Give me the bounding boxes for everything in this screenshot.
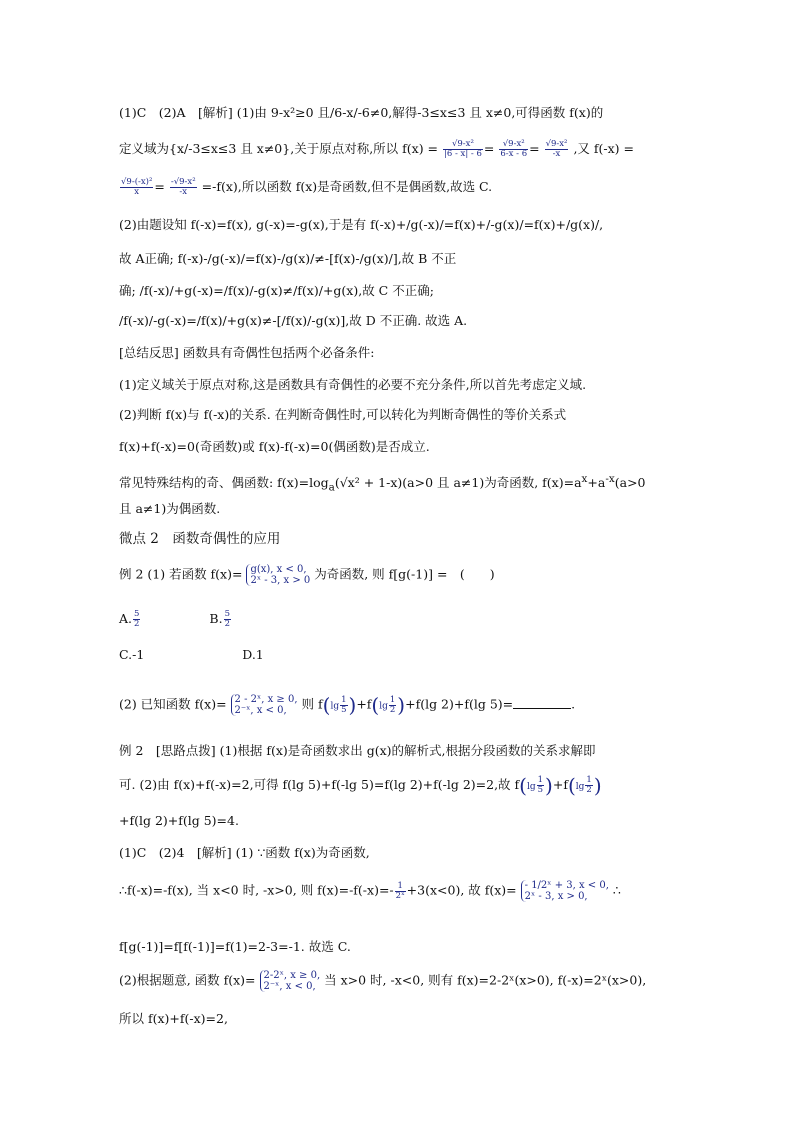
text: +f bbox=[356, 696, 372, 712]
text: +f bbox=[552, 777, 568, 792]
piecewise-function: g(x), x < 0, 2ˣ - 3, x > 0 bbox=[246, 564, 310, 586]
text: lg bbox=[379, 701, 388, 712]
answer-line-5: 所以 f(x)+f(-x)=2, bbox=[119, 1011, 228, 1026]
fraction: $\frac{\text{√9-x²}}{-x}$ bbox=[545, 139, 568, 159]
fraction: $\frac{\text{√9-x²}}{|6 - x| - 6}$ bbox=[444, 139, 482, 159]
text: ∴f(-x)=-f(x), 当 x<0 时, -x>0, 则 f(x)=-f(-x)=- bbox=[119, 882, 394, 898]
text: lg bbox=[330, 701, 340, 712]
text: (√x² + 1-x)(a>0 且 a≠1)为奇函数, f(x)=a bbox=[334, 475, 582, 491]
fraction: $\frac{1}{5}$ bbox=[341, 694, 347, 715]
summary-point-2: (2)判断 f(x)与 f(-x)的关系. 在判断奇偶性时,可以转化为判断奇偶性的等价关系式 bbox=[119, 407, 567, 422]
text: 可. (2)由 f(x)+f(-x)=2,可得 f(lg 5)+f(-lg 5)=f(lg 2)+f(-lg 2)=2,故 f bbox=[119, 777, 520, 792]
solution-line-6: 确; /f(-x)/+g(-x)=/f(x)/-g(x)≠/f(x)/+g(x),故 C 不正确; bbox=[119, 283, 434, 298]
hint-line-1: 例 2 [思路点拨] (1)根据 f(x)是奇函数求出 g(x)的解析式,根据分段函数的关系求解即 bbox=[119, 743, 596, 758]
text: . bbox=[571, 696, 576, 712]
hint-line-2: 可. (2)由 f(x)+f(-x)=2,可得 f(lg 5)+f(-lg 5)=f(lg 2)+f(-lg 2)=2,故 f(lg $\frac{1}{5}$ )+f(lg $\frac{1}{2}$ ) bbox=[119, 773, 602, 798]
piecewise-function: - 1/2ˣ + 3, x < 0, 2ˣ - 3, x > 0, bbox=[521, 880, 609, 902]
subscript: a bbox=[328, 481, 335, 494]
answer-blank bbox=[513, 696, 571, 709]
text: 例 2 (1) 若函数 f(x)= bbox=[119, 566, 243, 582]
text: (2)根据题意, 函数 f(x)= bbox=[119, 972, 256, 988]
section-heading: 微点 2 函数奇偶性的应用 bbox=[119, 531, 281, 547]
fraction: $\frac{1}{2}$ bbox=[389, 694, 396, 715]
summary-special-functions bbox=[119, 470, 646, 497]
solution-line-7: /f(-x)/-g(-x)=/f(x)/+g(x)≠-[/f(x)/-g(x)],故 D 不正确. 故选 A. bbox=[119, 313, 468, 328]
options-row-1 bbox=[119, 610, 232, 629]
text: +3(x<0), 故 f(x)= bbox=[406, 882, 517, 898]
fraction: $\frac{1}{5}$ bbox=[537, 775, 544, 795]
text: =-f(x),所以函数 f(x)是奇函数,但不是偶函数,故选 C. bbox=[201, 179, 493, 194]
text: ∴ bbox=[612, 882, 621, 898]
text: (2) 已知函数 f(x)= bbox=[119, 696, 227, 712]
text: lg bbox=[526, 782, 536, 792]
text: +f(lg 2)+f(lg 5)= bbox=[405, 696, 514, 712]
option-d: D.1 bbox=[242, 647, 264, 662]
text: 常见特殊结构的奇、偶函数: f(x)=log bbox=[119, 475, 329, 491]
option-c: C.-1 bbox=[119, 647, 145, 662]
text: 当 x>0 时, -x<0, 则有 f(x)=2-2ˣ(x>0), f(-x)=2ˣ(x>0), bbox=[324, 972, 647, 988]
text: 为奇函数, 则 f[g(-1)] = ( ) bbox=[314, 566, 495, 582]
option-b: B. bbox=[209, 611, 223, 626]
piecewise-function: 2 - 2ˣ, x ≥ 0, 2⁻ˣ, x < 0, bbox=[231, 694, 298, 716]
text: lg bbox=[575, 782, 585, 792]
fraction: $\frac{1}{\text{2ˣ}}$ bbox=[395, 880, 405, 901]
fraction: $\frac{\text{√9-(-x)²}}{x}$ bbox=[121, 177, 153, 197]
summary-special-functions-cont: 且 a≠1)为偶函数. bbox=[119, 501, 221, 516]
text: 定义域为{x/-3≤x≤3 且 x≠0},关于原点对称,所以 f(x) = bbox=[119, 141, 439, 156]
solution-line-2: 定义域为{x/-3≤x≤3 且 x≠0},关于原点对称,所以 f(x) = $\frac{\text{√9-x²}}{|6 - x| - 6}$ = $\frac{\text{√9-x²}}{6-x - 6}$ = $\frac{\text{√9-x²}}{-x}$ ,又 f(-x) = bbox=[119, 139, 635, 159]
summary-point-2-formula: f(x)+f(-x)=0(奇函数)或 f(x)-f(-x)=0(偶函数)是否成立. bbox=[119, 439, 430, 454]
solution-line-1: (1)C (2)A [解析] (1)由 9-x²≥0 且/6-x/-6≠0,解得-3≤x≤3 且 x≠0,可得函数 f(x)的 bbox=[119, 105, 604, 120]
fraction: $\frac{1}{2}$ bbox=[586, 775, 592, 795]
example-2-question-2: (2) 已知函数 f(x)= 2 - 2ˣ, x ≥ 0, 2⁻ˣ, x < 0, 则 f(lg $\frac{1}{5}$ )+f(lg $\frac{1}{2}$ )+f(lg 2)+f(lg 5)= . bbox=[119, 693, 576, 717]
answer-line-1: (1)C (2)4 [解析] (1) ∵函数 f(x)为奇函数, bbox=[119, 845, 370, 860]
solution-line-5: 故 A正确; f(-x)-/g(-x)/=f(x)-/g(x)/≠-[f(x)-/g(x)/],故 B 不正 bbox=[119, 251, 457, 266]
option-a: A. bbox=[119, 611, 133, 626]
hint-line-3: +f(lg 2)+f(lg 5)=4. bbox=[119, 813, 239, 828]
fraction: $\frac{5}{2}$ bbox=[134, 609, 140, 629]
example-2-question-1 bbox=[119, 564, 495, 586]
summary-point-1: (1)定义域关于原点对称,这是函数具有奇偶性的必要不充分条件,所以首先考虑定义域. bbox=[119, 377, 587, 392]
options-row-2 bbox=[119, 646, 264, 664]
fraction: $\frac{\text{-√9-x²}}{-x}$ bbox=[170, 177, 196, 197]
solution-line-4: (2)由题设知 f(-x)=f(x), g(-x)=-g(x),于是有 f(-x)+/g(-x)/=f(x)+/-g(x)/=f(x)+/g(x)/, bbox=[119, 217, 604, 232]
fraction: $\frac{5}{2}$ bbox=[224, 609, 230, 629]
text: (a>0 bbox=[614, 475, 646, 491]
answer-line-3: f[g(-1)]=f[f(-1)]=f(1)=2-3=-1. 故选 C. bbox=[119, 939, 351, 954]
superscript: -x bbox=[605, 473, 615, 485]
text: ,又 f(-x) = bbox=[573, 141, 635, 156]
answer-line-2 bbox=[119, 880, 621, 902]
fraction: $\frac{\text{√9-x²}}{6-x - 6}$ bbox=[500, 139, 528, 159]
summary-heading: [总结反思] 函数具有奇偶性包括两个必备条件: bbox=[119, 345, 375, 360]
solution-line-3: $\frac{\text{√9-(-x)²}}{x}$ = $\frac{\text{-√9-x²}}{-x}$ =-f(x),所以函数 f(x)是奇函数,但不是偶函数,故选 C. bbox=[121, 177, 493, 197]
text: 则 f bbox=[301, 696, 323, 712]
piecewise-function: 2-2ˣ, x ≥ 0, 2⁻ˣ, x < 0, bbox=[260, 970, 321, 992]
text: +a bbox=[587, 475, 606, 491]
superscript: x bbox=[581, 473, 588, 485]
answer-line-4 bbox=[119, 970, 646, 992]
